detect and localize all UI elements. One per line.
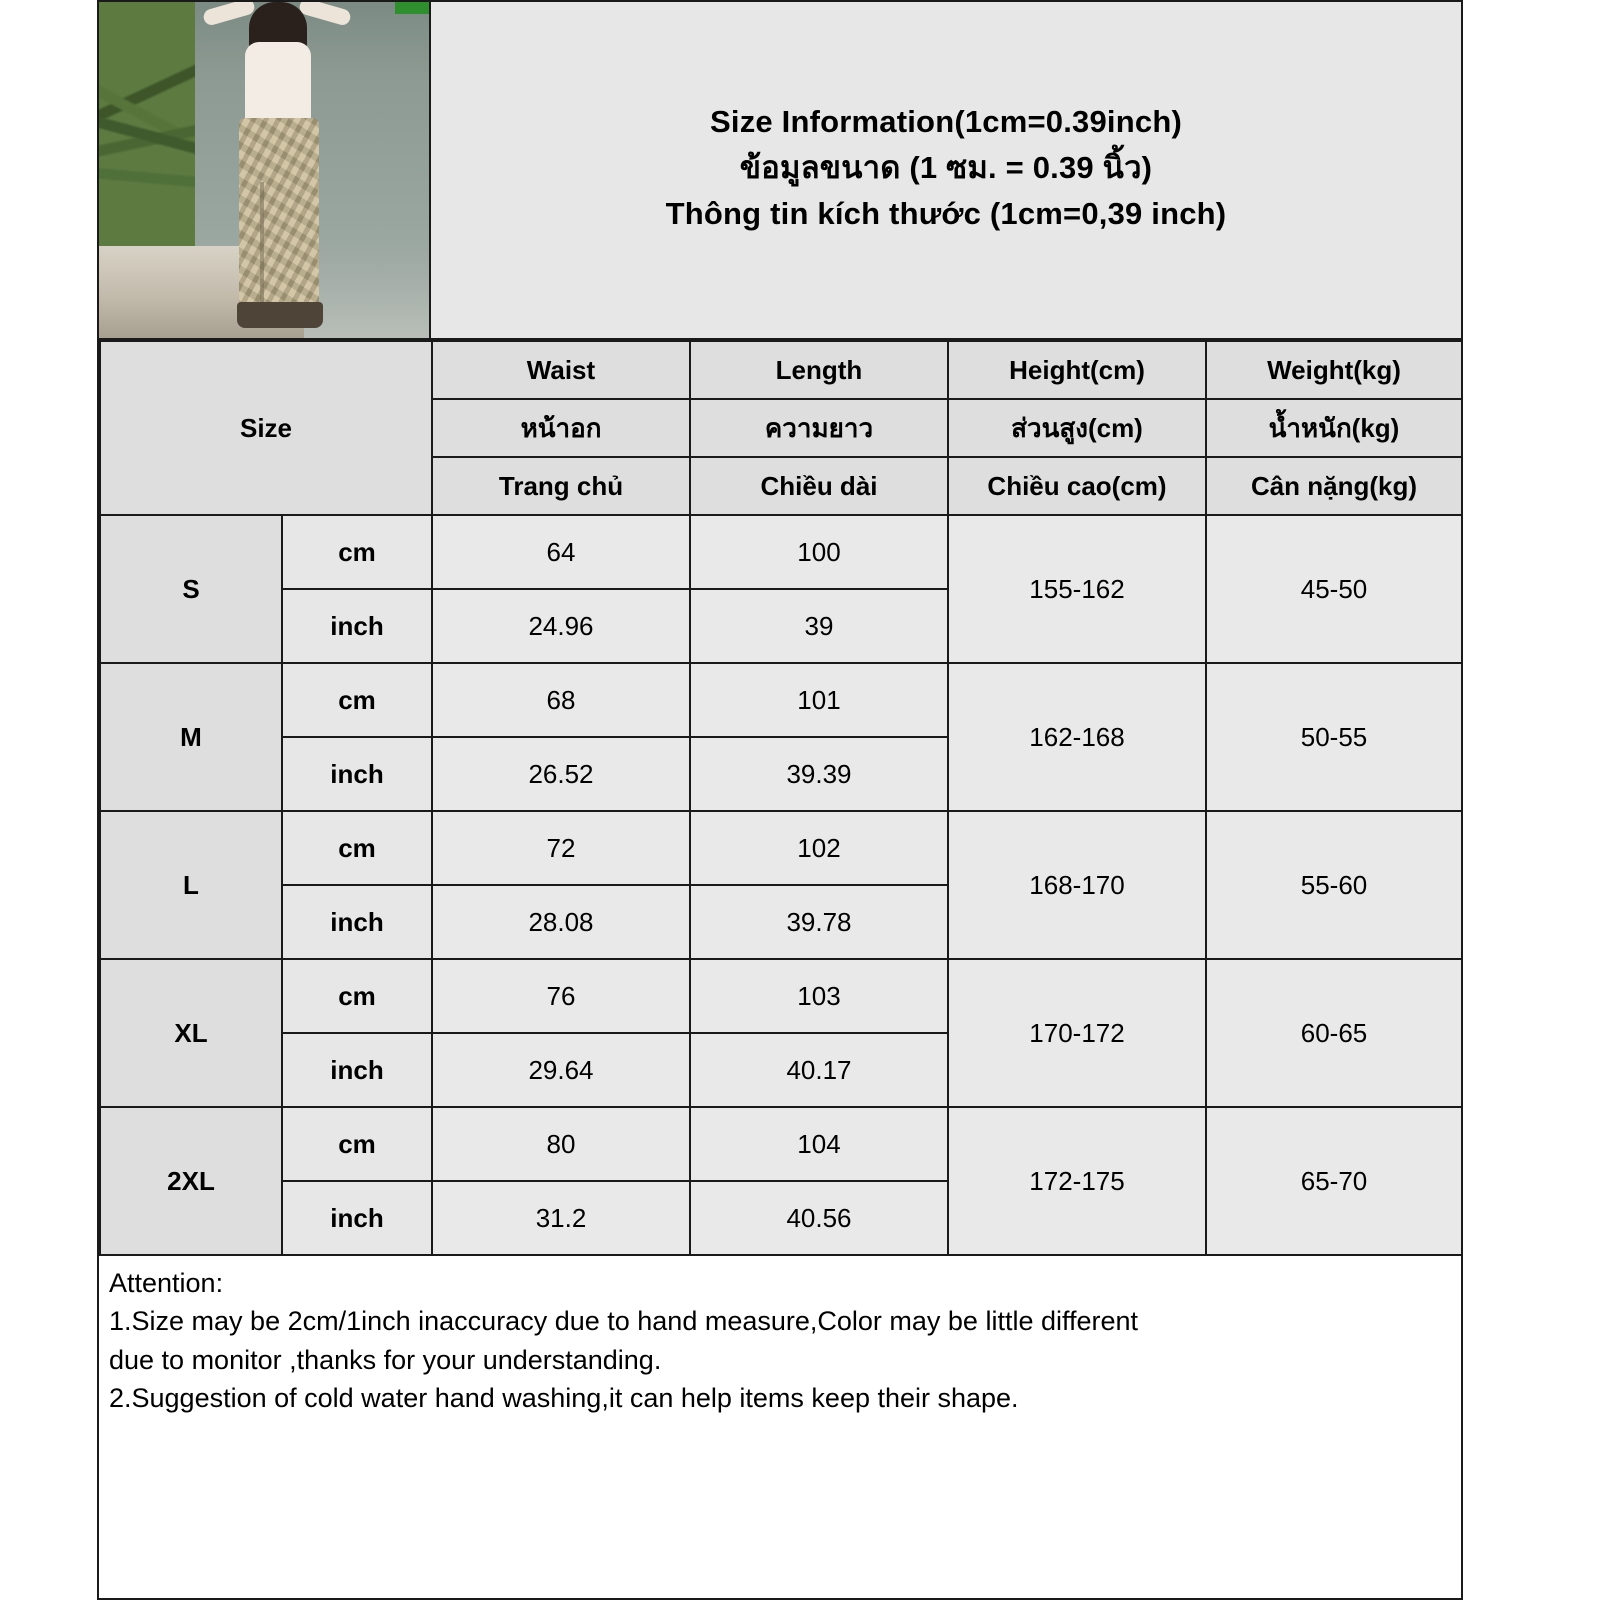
table-row [100, 515, 1462, 589]
cell-length-inch: 39.39 [690, 737, 948, 811]
row-unit-cm: cm [282, 959, 432, 1033]
row-unit-inch: inch [282, 1033, 432, 1107]
table-row [100, 811, 1462, 885]
cell-height: 172-175 [948, 1107, 1206, 1255]
photo-model-cargo-pants [239, 118, 319, 308]
header-length-vi: Chiều dài [690, 457, 948, 515]
header-length-th: ความยาว [690, 399, 948, 457]
header-band [99, 2, 1461, 340]
row-size-label: M [100, 663, 282, 811]
cell-waist-cm: 68 [432, 663, 690, 737]
table-row [100, 1107, 1462, 1181]
cell-waist-cm: 76 [432, 959, 690, 1033]
header-height-vi: Chiều cao(cm) [948, 457, 1206, 515]
product-photo [99, 2, 431, 338]
row-unit-inch: inch [282, 737, 432, 811]
attention-heading: Attention: [109, 1268, 224, 1298]
table-header-row-english [100, 341, 1462, 399]
photo-model [221, 2, 333, 338]
header-weight-th: น้ำหนัก(kg) [1206, 399, 1462, 457]
photo-green-tab [395, 2, 431, 14]
header-waist-en: Waist [432, 341, 690, 399]
cell-length-cm: 101 [690, 663, 948, 737]
header-waist-vi: Trang chủ [432, 457, 690, 515]
header-waist-th: หน้าอก [432, 399, 690, 457]
row-unit-cm: cm [282, 1107, 432, 1181]
photo-model-top [245, 42, 311, 126]
cell-weight: 45-50 [1206, 515, 1462, 663]
header-size-cell: Size [100, 341, 432, 515]
cell-waist-inch: 31.2 [432, 1181, 690, 1255]
cell-height: 155-162 [948, 515, 1206, 663]
table-row [100, 663, 1462, 737]
row-unit-cm: cm [282, 663, 432, 737]
cell-weight: 50-55 [1206, 663, 1462, 811]
cell-length-cm: 104 [690, 1107, 948, 1181]
title-line-thai: ข้อมูลขนาด (1 ซม. = 0.39 นิ้ว) [739, 150, 1153, 186]
cell-length-inch: 39.78 [690, 885, 948, 959]
cell-waist-inch: 26.52 [432, 737, 690, 811]
table-row [100, 959, 1462, 1033]
cell-length-cm: 103 [690, 959, 948, 1033]
cell-waist-inch: 28.08 [432, 885, 690, 959]
row-size-label: XL [100, 959, 282, 1107]
header-height-en: Height(cm) [948, 341, 1206, 399]
cell-waist-cm: 80 [432, 1107, 690, 1181]
row-unit-inch: inch [282, 885, 432, 959]
cell-length-inch: 39 [690, 589, 948, 663]
cell-weight: 55-60 [1206, 811, 1462, 959]
title-line-english: Size Information(1cm=0.39inch) [710, 104, 1182, 140]
cell-height: 168-170 [948, 811, 1206, 959]
photo-model-shoes [237, 302, 323, 328]
title-line-vietnamese: Thông tin kích thước (1cm=0,39 inch) [665, 195, 1227, 231]
attention-block [99, 1256, 1461, 1417]
cell-length-inch: 40.56 [690, 1181, 948, 1255]
header-weight-vi: Cân nặng(kg) [1206, 457, 1462, 515]
cell-length-cm: 100 [690, 515, 948, 589]
cell-height: 162-168 [948, 663, 1206, 811]
cell-weight: 65-70 [1206, 1107, 1462, 1255]
cell-waist-inch: 24.96 [432, 589, 690, 663]
title-block [431, 2, 1461, 338]
cell-weight: 60-65 [1206, 959, 1462, 1107]
cell-waist-cm: 64 [432, 515, 690, 589]
header-length-en: Length [690, 341, 948, 399]
cell-height: 170-172 [948, 959, 1206, 1107]
cell-length-inch: 40.17 [690, 1033, 948, 1107]
size-table [99, 340, 1463, 1256]
photo-reeds [99, 2, 195, 260]
cell-length-cm: 102 [690, 811, 948, 885]
row-unit-inch: inch [282, 589, 432, 663]
header-height-th: ส่วนสูง(cm) [948, 399, 1206, 457]
row-size-label: S [100, 515, 282, 663]
size-chart-sheet [97, 0, 1463, 1600]
row-size-label: L [100, 811, 282, 959]
cell-waist-inch: 29.64 [432, 1033, 690, 1107]
attention-note-1-part-2: due to monitor ,thanks for your understanding. [109, 1344, 662, 1375]
cell-waist-cm: 72 [432, 811, 690, 885]
row-unit-inch: inch [282, 1181, 432, 1255]
attention-note-2: 2.Suggestion of cold water hand washing,it can help items keep their shape. [109, 1382, 1019, 1413]
attention-note-1-part-1: 1.Size may be 2cm/1inch inaccuracy due to hand measure,Color may be little different [109, 1306, 1139, 1337]
row-unit-cm: cm [282, 515, 432, 589]
header-weight-en: Weight(kg) [1206, 341, 1462, 399]
row-unit-cm: cm [282, 811, 432, 885]
row-size-label: 2XL [100, 1107, 282, 1255]
photo-model-leg-seam [260, 182, 264, 308]
